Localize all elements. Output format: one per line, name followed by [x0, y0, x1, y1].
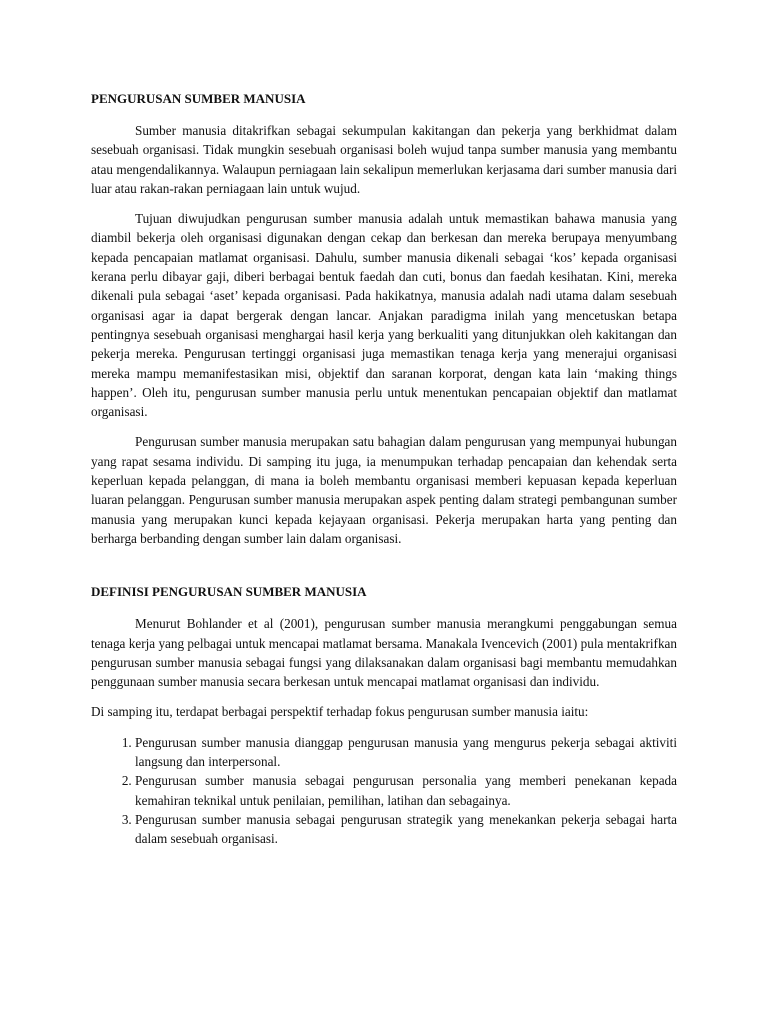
section-heading-pengurusan: PENGURUSAN SUMBER MANUSIA — [91, 91, 306, 106]
paragraph-definition-intro: Sumber manusia ditakrifkan sebagai sekumpulan kakitangan dan pekerja yang berkhidmat dalam sesebuah organisasi. Tidak mungkin sesebuah organisasi boleh wujud tanpa sumber manusia yang membantu atau mengendalikannya. Walaupun perniagaan lain sekalipun memerlukan kerjasama dari sumber manusia dari luar atau rakan-rakan perniagaan lain untuk wujud. — [91, 123, 677, 196]
paragraph-purpose: Tujuan diwujudkan pengurusan sumber manusia adalah untuk memastikan bahawa manusia yang diambil bekerja oleh organisasi digunakan dengan cekap dan berkesan dan mereka berupaya menyumbang kepada pencapaian matlamat organisasi. Dahulu, sumber manusia dikenali sebagai ‘kos’ kepada organisasi kerana perlu dibayar gaji, diberi berbagai bentuk faedah dan cuti, bonus dan faedah kesihatan. Kini, mereka dikenali pula sebagai ‘aset’ kepada organisasi. Pada hakikatnya, manusia adalah nadi utama dalam sesebuah organisasi agar ia dapat bergerak dengan lancar. Anjakan paradigma inilah yang mencetuskan betapa pentingnya sesebuah organisasi menghargai hasil kerja yang berkualiti yang ditunjukkan oleh kakitangan dan pekerja mereka. Pengurusan tertinggi organisasi juga memastikan tenaga kerja yang menerajui organisasi mereka mampu memanifestasikan misi, objektif dan saranan korporat, dengan kata lain ‘making things happen’. Oleh itu, pengurusan sumber manusia perlu untuk menentukan pencapaian objektif dan matlamat organisasi. — [91, 211, 677, 420]
list-item: 1. Pengurusan sumber manusia dianggap pengurusan manusia yang mengurus pekerja sebagai aktiviti langsung dan interpersonal. — [135, 733, 677, 772]
paragraph-bohlander: Menurut Bohlander et al (2001), pengurusan sumber manusia merangkumi penggabungan semua tenaga kerja yang pelbagai untuk mencapai matlamat bersama. Manakala Ivencevich (2001) pula mentakrifkan pengurusan sumber manusia sebagai fungsi yang dilaksanakan dalam organisasi bagi membantu memudahkan penggunaan sumber manusia secara berkesan untuk mencapai matlamat organisasi dan individu. — [91, 616, 677, 690]
section-spacer — [91, 559, 677, 583]
perspectives-list — [91, 733, 677, 849]
section-heading-definisi: DEFINISI PENGURUSAN SUMBER MANUSIA — [91, 584, 367, 600]
paragraph-perspectives-intro: Di samping itu, terdapat berbagai perspektif terhadap fokus pengurusan sumber manusia iaitu: — [91, 704, 589, 720]
list-item: 3. Pengurusan sumber manusia sebagai pengurusan strategik yang menekankan pekerja sebagai harta dalam sesebuah organisasi. — [135, 810, 677, 849]
paragraph-relationship: Pengurusan sumber manusia merupakan satu bahagian dalam pengurusan yang mempunyai hubungan yang rapat sesama individu. Di samping itu juga, ia menumpukan terhadap pencapaian dan kehendak serta keperluan kepada pelanggan, di mana ia boleh membantu organisasi memberi kepuasan kepada keperluan luaran pelanggan. Pengurusan sumber manusia merupakan aspek penting dalam strategi pembangunan sumber manusia yang merupakan kunci kepada kejayaan organisasi. Pekerja merupakan harta yang penting dan berharga berbanding dengan sumber lain dalam organisasi. — [91, 434, 677, 546]
list-item: 2. Pengurusan sumber manusia sebagai pengurusan personalia yang memberi penekanan kepada kemahiran teknikal untuk penilaian, pemilihan, latihan dan sebagainya. — [135, 771, 677, 810]
